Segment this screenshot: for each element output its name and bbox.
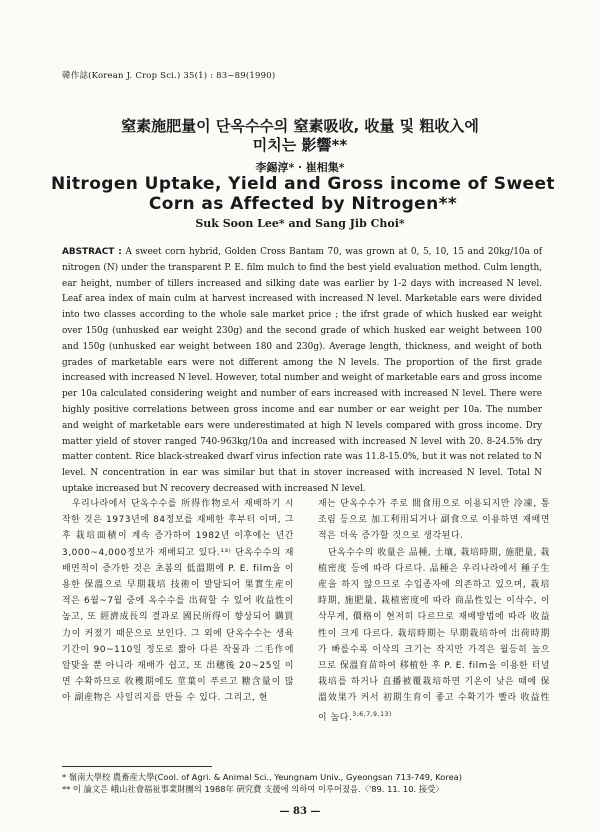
body-columns [62,496,550,766]
abstract-label: ABSTRACT : [62,247,122,257]
body-left-column [62,496,294,707]
english-authors: Suk Soon Lee* and Sang Jib Choi* [195,217,405,230]
body-right-paragraph-1: 재는 단옥수수가 주로 間食用으로 이용되지만 冷凍, 통조림 등으로 加工利用되거나 副食으로 이용하면 재배면적은 더욱 증가할 것으로 생각된다. [318,499,550,542]
korean-title-line1: 窒素施肥量이 단옥수수의 窒素吸收, 收量 및 粗收入에 [121,117,479,135]
korean-title-line2: 미치는 影響** [252,136,348,154]
footnote-divider [62,766,212,767]
english-title: Nitrogen Uptake, Yield and Gross income of Sweet Corn as Affected by Nitrogen** [51,174,555,214]
korean-title [0,117,600,155]
body-right-column [318,496,550,726]
body-right-paragraph-2-text: 단옥수수의 收量은 品種, 土壤, 栽培時期, 施肥量, 栽植密度 등에 따라 다르다. 品種은 우리나라에서 種子生産을 하지 않으므로 수입종자에 의존하고 있으며, 栽培時期, 施肥量, 栽植密度에 따라 商品性있는 이삭수, 이삭무게, 價格이 현저히 다르므로 재배방법에 따라 收益性이 크게 다르다. 栽培時期는 早期栽培하여 出荷時期가 빠를수록 이삭의 크기는 작지만 가격은 월등히 높으므로 保溫育苗하여 移植한 후 P. E. film을 이용한 터널栽培를 하거나 直播被覆栽培하면 기온이 낮은 때에 保溫效果가 커서 初期生育이 좋고 수확기가 빨라 收益性이 높다. [318,547,550,723]
footnote-funding: ** 이 論文은 峨山社會福祉事業財團의 1988年 硏究費 支援에 의하여 이루어졌음.〈'89. 11. 10. 接受〉 [62,784,444,794]
reference-superscript: 3,6,7,9,13) [352,710,392,718]
body-right-paragraph-2 [318,545,550,726]
footnote-affiliation: * 嶺南大學校 農畜産大學(Cool. of Agri. & Animal Sci., Yeungnam Univ., Gyeongsan 713-749, Korea) [62,772,463,782]
journal-header: 韓作誌(Korean J. Crop Sci.) 35(1) : 83~89(1990) [62,71,276,81]
abstract-text: A sweet corn hybrid, Golden Cross Bantam 70, was grown at 0, 5, 10, 15 and 20kg/10a of nitrogen (N) under the transparent P. E. film mulch to find the best yield evaluation method. Culm length, ear height, number of tillers increased and silking date was earlier by 1-2 days with increased N level. Leaf area index of main culm at harvest increased with increased N level. Marketable ears were divided into two classes according to the whole sale market price ; the ifrst grade of which husked ear weight over 150g (unhusked ear weight 230g) and the second grade of which husked ear weight between 100 and 150g (unhusked ear weight between 180 and 230g). Average length, thickness, and weight of both grades of marketable ears were not different among the N levels. The proportion of the first grade increased with increased N level. However, total number and weight of marketable ears and gross income per 10a calculated considering weight and number of ears increased with increased N level. There were highly positive correlations between gross income and ear number or ear weight per 10a. The number and weight of marketable ears were underestimated at high N levels compared with gross income. Dry matter yield of stover ranged 740-963kg/10a and increased with increased N level with 20. 8-24.5% dry matter content. Rice black-streaked dwarf virus infection rate was 11.8-15.0%, but it was not related to N level. N concentration in ear was similar but that in stover increased with increased N level. Total N uptake increased but N recovery decreased with increased N level. [62,247,542,494]
page-number: — 83 — [279,806,321,817]
body-left-paragraph: 우리나라에서 단옥수수를 所得作物로서 재배하기 시작한 것은 1973년에 84정보를 재배한 후부터 이며, 그 후 栽培面積이 계속 증가하여 1982년 이후에는 년간 3,000~4,000정보가 재배되고 있다.¹³⁾ 단옥수수의 재배면적이 증가한 것은 초봄의 低溫期에 P. E. film을 이용한 保溫으로 早期栽培 技術이 발달되어 果實生産이 적은 6월~7월 중에 옥수수를 出荷할 수 있어 收益性이 높고, 또 經濟成長의 결과로 國民所得이 향상되어 購買力이 커졌기 때문으로 보인다. 그 외에 단옥수수는 생육기간이 90~110일 정도로 짧아 다른 작물과 二毛作에 알맞을 뿐 아니라 재배가 쉽고, 또 出穗後 20~25일 이면 수확하므로 收穫期에도 莖葉이 푸르고 糖含量이 많아 副産物은 사일리지를 만들 수 있다. 그리고, 현 [62,499,294,704]
abstract [62,245,542,498]
korean-authors: 李錫淳* · 崔相集* [255,161,345,174]
